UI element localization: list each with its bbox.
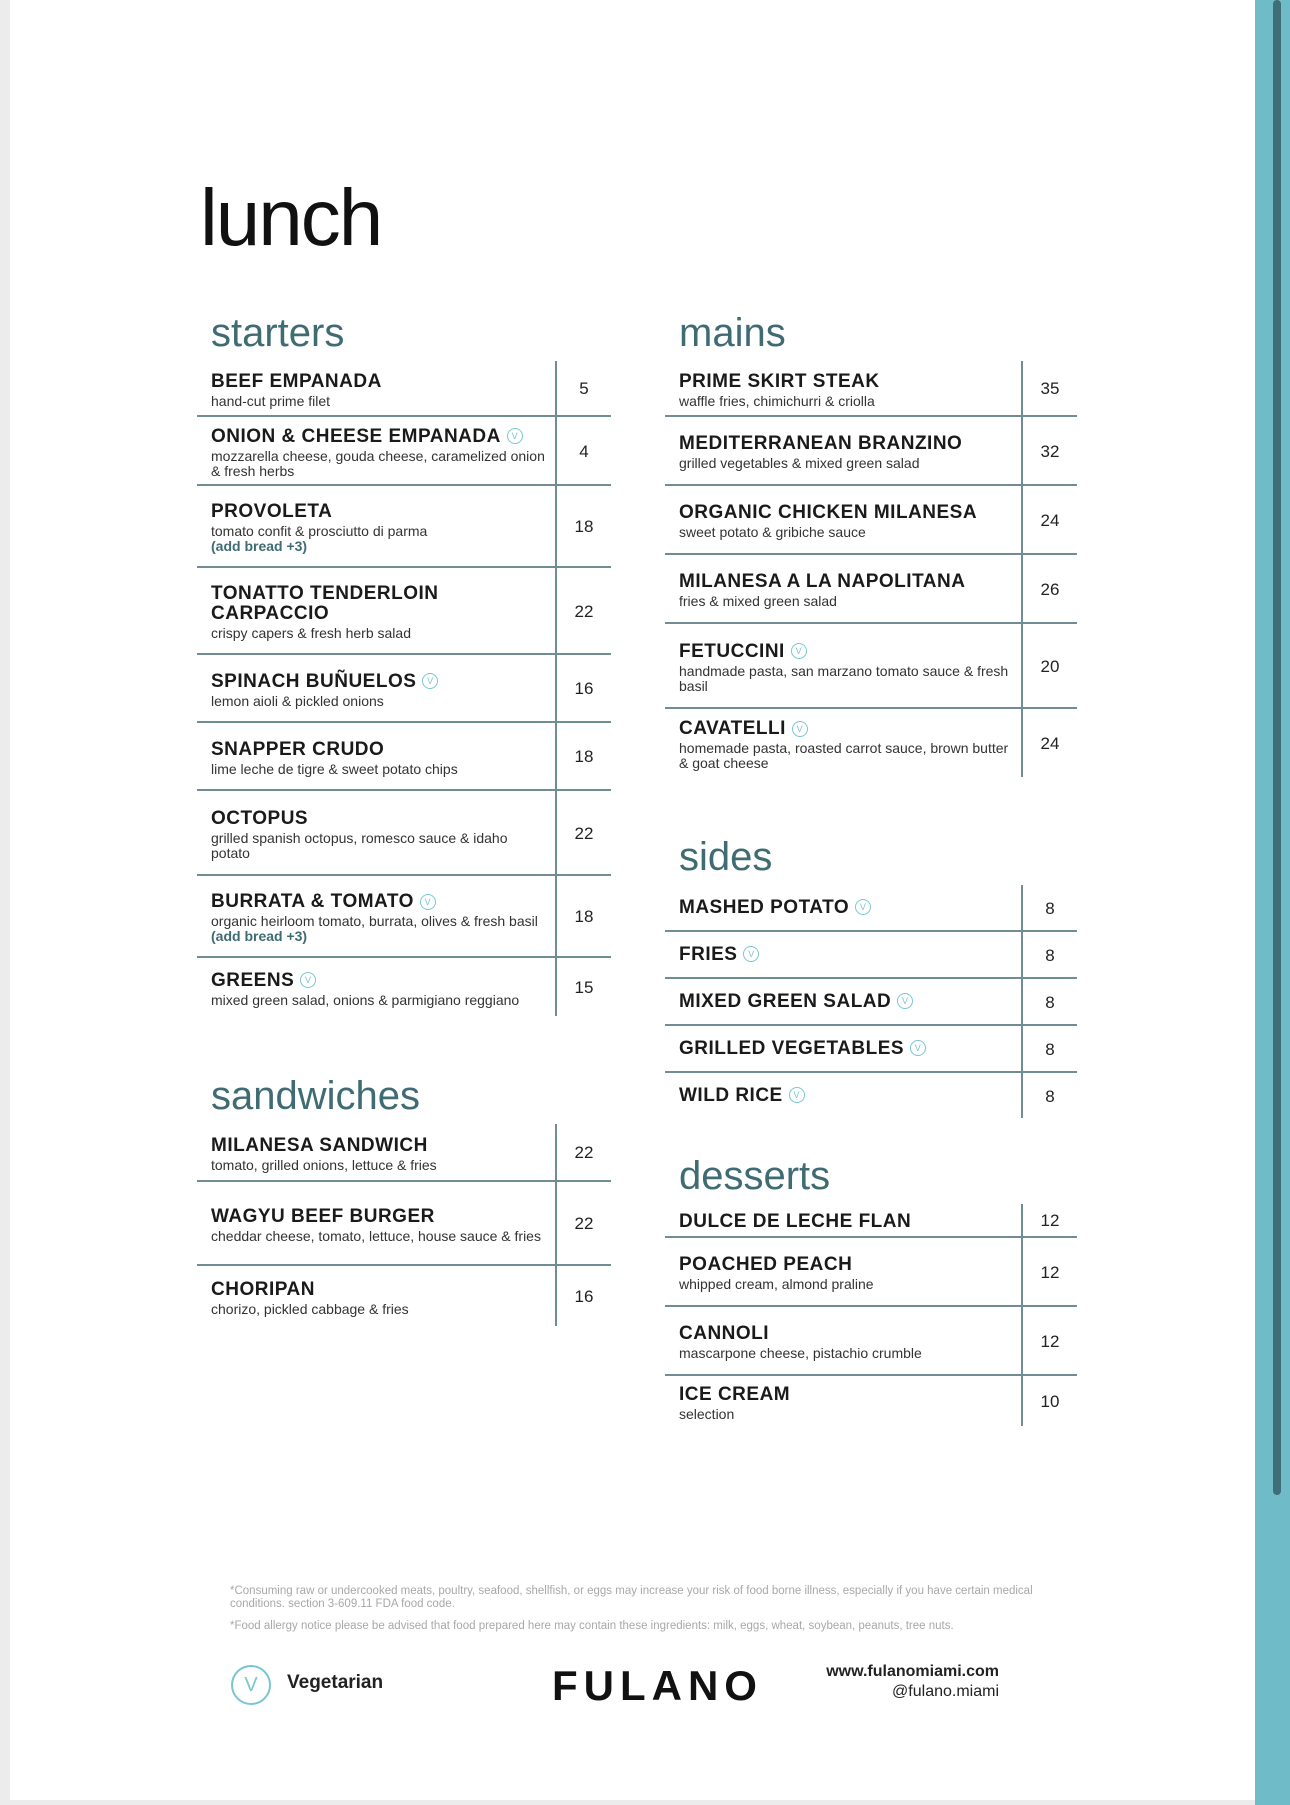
menu-item-name-text: SNAPPER CRUDO — [211, 738, 385, 760]
menu-item — [197, 486, 611, 568]
menu-item-text — [197, 361, 555, 415]
website-link[interactable]: www.fulanomiami.com — [826, 1663, 999, 1680]
menu-item — [665, 1307, 1077, 1376]
menu-item-description-text: tomato confit & prosciutto di parma — [211, 523, 428, 539]
menu-item-text — [197, 486, 555, 566]
sandwiches-list — [197, 1124, 611, 1326]
menu-item — [665, 417, 1077, 486]
menu-item-description-text: chorizo, pickled cabbage & fries — [211, 1300, 409, 1317]
menu-item-name-text: WILD RICE — [679, 1084, 783, 1106]
section-mains — [665, 305, 1077, 777]
menu-item — [665, 1204, 1077, 1238]
menu-item-name — [679, 372, 1013, 392]
menu-item-price: 18 — [555, 876, 611, 956]
sides-list — [665, 885, 1077, 1118]
menu-item-name — [211, 1207, 547, 1227]
menu-item-name — [211, 740, 547, 760]
menu-item — [197, 1266, 611, 1326]
vegetarian-icon: V — [897, 993, 913, 1009]
menu-item-name — [211, 971, 547, 991]
menu-item-description-text: crispy capers & fresh herb salad — [211, 625, 411, 641]
menu-item-description-text: selection — [679, 1405, 735, 1422]
menu-item-name — [679, 945, 1013, 965]
menu-item-price: 16 — [555, 655, 611, 721]
menu-item — [665, 1073, 1077, 1118]
menu-item-price: 8 — [1021, 979, 1077, 1024]
menu-item-price: 8 — [1021, 885, 1077, 930]
menu-item — [197, 655, 611, 723]
menu-item — [197, 1182, 611, 1266]
menu-item-price: 15 — [555, 958, 611, 1016]
vegetarian-icon: V — [910, 1040, 926, 1056]
menu-item — [197, 876, 611, 958]
menu-item-text — [197, 568, 555, 653]
menu-item-description-text: cheddar cheese, tomato, lettuce, house sauce & fries — [211, 1227, 541, 1244]
menu-item-description — [211, 831, 547, 861]
menu-item-text — [665, 932, 1021, 977]
menu-item-text — [665, 486, 1021, 553]
menu-item-name — [211, 1136, 547, 1156]
menu-item-name-text: OCTOPUS — [211, 807, 309, 829]
menu-item-name — [679, 992, 1013, 1012]
menu-item-description — [211, 1302, 547, 1317]
menu-item — [197, 791, 611, 876]
menu-item-description — [211, 524, 547, 554]
menu-item-text — [665, 555, 1021, 622]
menu-item-description — [211, 993, 547, 1008]
menu-item-text — [665, 417, 1021, 484]
vegetarian-icon: V — [420, 894, 436, 910]
menu-item-text — [665, 1073, 1021, 1118]
menu-item-text — [197, 417, 555, 484]
menu-item-name — [679, 1039, 1013, 1059]
menu-item-description-text: hand-cut prime filet — [211, 392, 331, 409]
menu-item-price: 22 — [555, 1182, 611, 1264]
menu-item-name-text: FETUCCINI — [679, 640, 785, 662]
menu-item-addon: (add bread +3) — [211, 928, 308, 944]
menu-item — [665, 979, 1077, 1026]
menu-item-description — [211, 914, 547, 944]
menu-item-price: 26 — [1021, 555, 1077, 622]
section-sides — [665, 829, 1077, 1118]
menu-item — [197, 1124, 611, 1182]
vegetarian-icon: V — [789, 1087, 805, 1103]
menu-item-price: 12 — [1021, 1238, 1077, 1305]
menu-item-name — [679, 719, 1013, 739]
menu-item-price: 5 — [555, 361, 611, 415]
menu-item-description — [679, 1407, 1013, 1422]
menu-item-name — [679, 898, 1013, 918]
menu-item-text — [665, 361, 1021, 415]
vegetarian-legend-label: Vegetarian — [287, 1672, 384, 1693]
social-handle[interactable]: @fulano.miami — [892, 1683, 999, 1700]
menu-item-name-text: PRIME SKIRT STEAK — [679, 370, 880, 392]
menu-item — [665, 624, 1077, 709]
menu-item-description-text: homemade pasta, roasted carrot sauce, brown butter & goat cheese — [679, 740, 1009, 771]
starters-list — [197, 361, 611, 1016]
menu-item-description — [679, 741, 1013, 771]
menu-item-name — [211, 672, 547, 692]
menu-item-description-text: mozzarella cheese, gouda cheese, caramelized onion & fresh herbs — [211, 447, 545, 479]
menu-item-name-text: BEEF EMPANADA — [211, 370, 382, 392]
menu-item-name — [211, 372, 547, 392]
menu-item-price: 4 — [555, 417, 611, 484]
menu-item-description — [211, 394, 547, 409]
menu-item-text — [197, 791, 555, 874]
menu-item — [665, 555, 1077, 624]
menu-item-text — [197, 1182, 555, 1264]
menu-item-name-text: MILANESA A LA NAPOLITANA — [679, 571, 966, 592]
menu-item-description-text: whipped cream, almond praline — [679, 1276, 874, 1292]
contact-info — [826, 1662, 999, 1702]
menu-item-price: 35 — [1021, 361, 1077, 415]
vegetarian-icon: V — [300, 972, 316, 988]
menu-item-price: 18 — [555, 723, 611, 789]
menu-item-name-text: MEDITERRANEAN BRANZINO — [679, 433, 963, 454]
section-starters — [197, 305, 611, 1016]
vegetarian-icon: V — [855, 899, 871, 915]
menu-item-name-text: MASHED POTATO — [679, 896, 850, 918]
menu-item-name-text: BURRATA & TOMATO — [211, 891, 414, 912]
menu-item-description — [211, 1229, 547, 1244]
menu-item-description — [679, 525, 1013, 540]
menu-item — [665, 932, 1077, 979]
menu-item-text — [197, 876, 555, 956]
menu-item-name — [211, 1280, 547, 1300]
menu-item-description — [679, 394, 1013, 409]
menu-item-description — [211, 762, 547, 777]
menu-item-name-text: DULCE DE LECHE FLAN — [679, 1211, 912, 1232]
menu-item-text — [665, 1238, 1021, 1305]
menu-item-description-text: organic heirloom tomato, burrata, olives & fresh basil — [211, 913, 538, 929]
menu-item-name — [679, 642, 1013, 662]
section-title-desserts: desserts — [679, 1154, 831, 1198]
menu-item-name-text: SPINACH BUÑUELOS — [211, 670, 417, 692]
menu-item-description-text: grilled spanish octopus, romesco sauce & idaho potato — [211, 829, 508, 861]
menu-item-text — [665, 1026, 1021, 1071]
menu-item — [665, 885, 1077, 932]
menu-item — [665, 709, 1077, 777]
menu-item-description — [211, 1158, 547, 1173]
menu-item-price: 8 — [1021, 1026, 1077, 1071]
vegetarian-icon: V — [792, 721, 808, 737]
menu-item-price: 8 — [1021, 1073, 1077, 1118]
scrollbar-thumb[interactable] — [1273, 0, 1281, 1495]
desserts-list — [665, 1204, 1077, 1426]
section-title-sides: sides — [679, 835, 773, 879]
menu-item-name — [679, 434, 1013, 454]
section-desserts — [665, 1148, 1077, 1426]
allergy-notice: *Food allergy notice please be advised that food prepared here may contain these ingredients: milk, eggs, wheat, soybean, peanuts, tree nuts. — [230, 1620, 954, 1632]
brand-logo: FULANO — [552, 1662, 763, 1709]
menu-item-name-text: ICE CREAM — [679, 1383, 791, 1405]
menu-item-description-text: waffle fries, chimichurri & criolla — [679, 392, 875, 409]
menu-item-text — [197, 723, 555, 789]
menu-item-text — [665, 709, 1021, 777]
menu-item-description — [679, 456, 1013, 471]
menu-item-name — [679, 1324, 1013, 1344]
menu-item-text — [665, 1307, 1021, 1374]
section-sandwiches — [197, 1068, 611, 1326]
menu-item-text — [665, 1376, 1021, 1426]
menu-item-description-text: fries & mixed green salad — [679, 593, 837, 609]
menu-item-price: 18 — [555, 486, 611, 566]
menu-item-name-text: GRILLED VEGETABLES — [679, 1037, 905, 1059]
menu-item-description — [211, 626, 547, 641]
menu-item-name-text: PROVOLETA — [211, 501, 333, 522]
vegetarian-icon: V — [791, 643, 807, 659]
menu-item-name — [679, 572, 1013, 592]
menu-item-name-text: TONATTO TENDERLOIN CARPACCIO — [211, 583, 439, 624]
menu-item — [665, 1026, 1077, 1073]
menu-item-description-text: grilled vegetables & mixed green salad — [679, 455, 920, 471]
menu-page — [10, 0, 1255, 1800]
menu-item-name-text: CAVATELLI — [679, 718, 786, 739]
menu-item-text — [665, 1204, 1021, 1236]
menu-item-price: 20 — [1021, 624, 1077, 707]
menu-item — [197, 723, 611, 791]
menu-item-description — [679, 664, 1013, 694]
menu-item — [197, 361, 611, 417]
menu-item-description-text: mixed green salad, onions & parmigiano reggiano — [211, 991, 520, 1008]
menu-item-name — [211, 427, 547, 447]
menu-item — [665, 486, 1077, 555]
menu-item-name — [679, 503, 1013, 523]
menu-item-price: 22 — [555, 791, 611, 874]
menu-item-addon: (add bread +3) — [211, 538, 308, 554]
menu-item-text — [665, 979, 1021, 1024]
menu-item-description-text: sweet potato & gribiche sauce — [679, 524, 866, 540]
menu-item-name-text: FRIES — [679, 943, 738, 965]
menu-item-price: 22 — [555, 1124, 611, 1180]
mains-list — [665, 361, 1077, 777]
menu-item-name-text: GREENS — [211, 969, 295, 991]
menu-item-price: 24 — [1021, 486, 1077, 553]
menu-item-description-text: mascarpone cheese, pistachio crumble — [679, 1345, 922, 1361]
vegetarian-icon: V — [507, 428, 523, 444]
menu-item-description — [211, 694, 547, 709]
menu-item-name — [679, 1255, 1013, 1275]
vegetarian-icon: V — [422, 673, 438, 689]
menu-item-price: 10 — [1021, 1376, 1077, 1426]
menu-item-text — [665, 885, 1021, 930]
menu-item-description-text: handmade pasta, san marzano tomato sauce & fresh basil — [679, 662, 1009, 694]
menu-item-price: 16 — [555, 1266, 611, 1326]
section-title-starters: starters — [211, 311, 345, 355]
menu-item-price: 32 — [1021, 417, 1077, 484]
menu-item-text — [197, 1124, 555, 1180]
menu-item-name — [211, 809, 547, 829]
menu-item-name — [679, 1385, 1013, 1405]
menu-item-text — [197, 958, 555, 1016]
menu-item-description-text: lemon aioli & pickled onions — [211, 692, 384, 709]
menu-item — [197, 417, 611, 486]
menu-item-price: 22 — [555, 568, 611, 653]
menu-item-description — [679, 1277, 1013, 1292]
menu-item-name — [679, 1212, 1013, 1232]
vegetarian-icon: V — [231, 1665, 271, 1705]
menu-item-name-text: ONION & CHEESE EMPANADA — [211, 425, 501, 447]
food-safety-notice: *Consuming raw or undercooked meats, poultry, seafood, shellfish, or eggs may increase your risk of food borne illness, especially if you have certain medical conditions. section 3-609.11 FDA food code. — [230, 1585, 1033, 1610]
menu-item-price: 12 — [1021, 1204, 1077, 1236]
section-title-mains: mains — [679, 311, 786, 355]
menu-item-name — [211, 502, 547, 522]
menu-item-name — [679, 1086, 1013, 1106]
menu-item-name-text: CHORIPAN — [211, 1278, 315, 1300]
menu-item — [665, 1238, 1077, 1307]
menu-item-price: 8 — [1021, 932, 1077, 977]
menu-item-name — [211, 892, 547, 912]
menu-item-name — [211, 584, 547, 624]
menu-item-description — [211, 449, 547, 479]
menu-item-description — [679, 594, 1013, 609]
menu-item-name-text: POACHED PEACH — [679, 1254, 853, 1275]
menu-item-name-text: MILANESA SANDWICH — [211, 1134, 428, 1156]
menu-item-name-text: WAGYU BEEF BURGER — [211, 1205, 435, 1227]
section-title-sandwiches: sandwiches — [211, 1074, 421, 1118]
menu-item-name-text: CANNOLI — [679, 1323, 770, 1344]
menu-item-price: 12 — [1021, 1307, 1077, 1374]
menu-item-text — [197, 1266, 555, 1326]
page-title: lunch — [200, 173, 382, 262]
menu-item-text — [197, 655, 555, 721]
menu-item-name-text: ORGANIC CHICKEN MILANESA — [679, 502, 978, 523]
vegetarian-icon: V — [743, 946, 759, 962]
menu-item — [665, 1376, 1077, 1426]
menu-item-description — [679, 1346, 1013, 1361]
menu-item — [197, 568, 611, 655]
menu-item — [197, 958, 611, 1016]
menu-item-text — [665, 624, 1021, 707]
menu-item-name-text: MIXED GREEN SALAD — [679, 990, 892, 1012]
menu-item-description-text: lime leche de tigre & sweet potato chips — [211, 760, 458, 777]
menu-item-description-text: tomato, grilled onions, lettuce & fries — [211, 1156, 437, 1173]
menu-item — [665, 361, 1077, 417]
menu-item-price: 24 — [1021, 709, 1077, 777]
